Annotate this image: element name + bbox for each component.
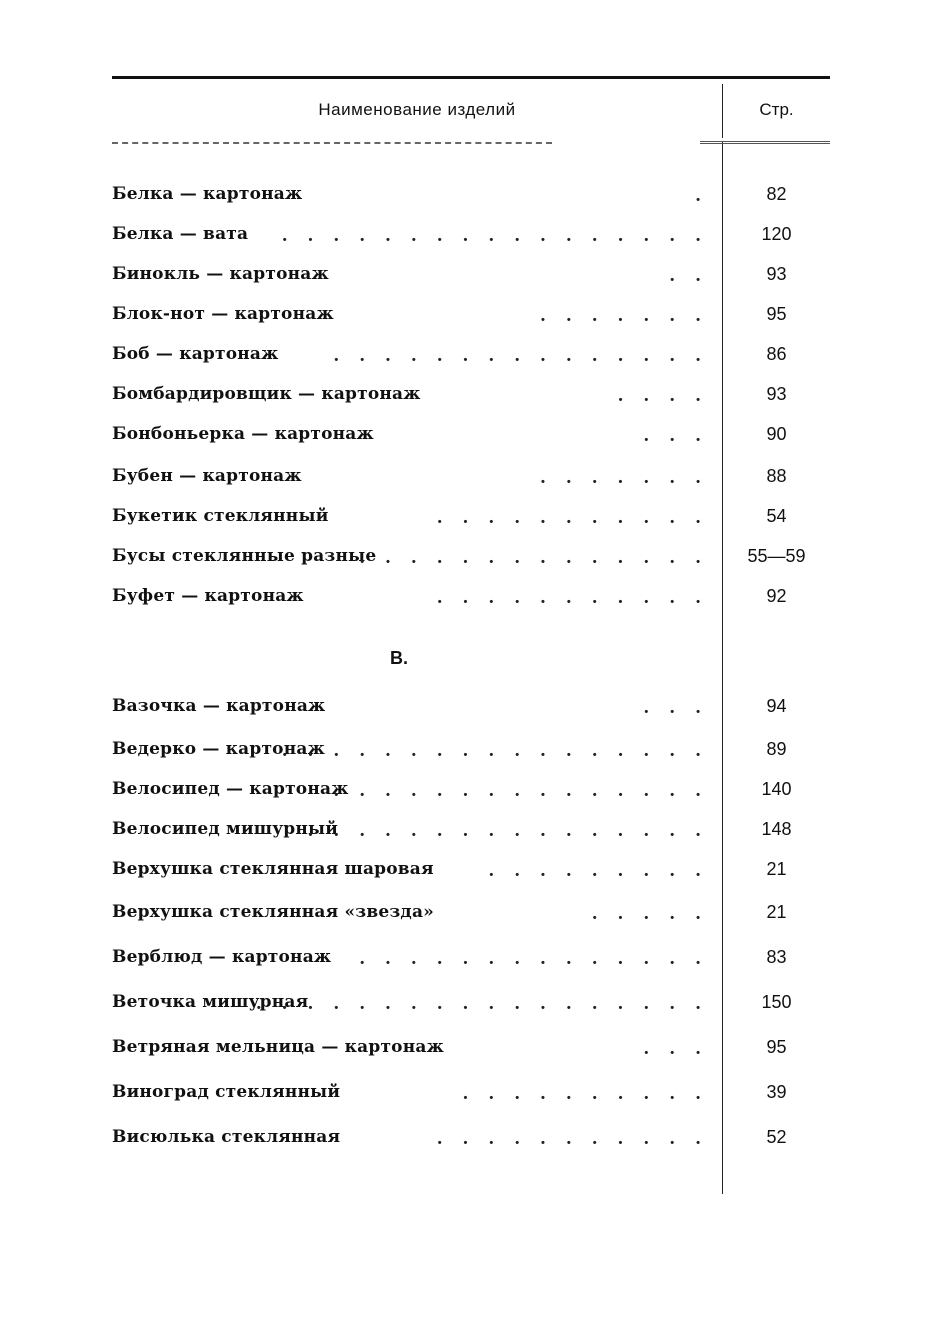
header-page-column: Стр. xyxy=(759,100,794,119)
entry-leader: . . . . . . . xyxy=(540,468,708,488)
index-entry xyxy=(112,384,830,410)
entry-page: 140 xyxy=(761,779,792,799)
entry-name: Бусы стеклянные разные xyxy=(112,546,377,566)
entry-page: 55—59 xyxy=(747,546,806,566)
entry-name: Висюлька стеклянная xyxy=(112,1127,341,1147)
index-entry xyxy=(112,902,830,928)
entry-page: 95 xyxy=(766,304,787,324)
entry-name: Бонбоньерка — картонаж xyxy=(112,424,374,444)
entry-name: Верхушка стеклянная шаровая xyxy=(112,859,434,879)
index-entry xyxy=(112,1037,830,1063)
entry-page: 83 xyxy=(766,947,787,967)
index-entry xyxy=(112,184,830,210)
entry-leader: . . . . . . . . . . . . . . xyxy=(359,548,708,568)
entry-leader: . . xyxy=(669,266,708,286)
entry-page: 90 xyxy=(766,424,787,444)
entry-name: Велосипед — картонаж xyxy=(112,779,349,799)
entry-leader: . . . . . . . . . . . . . . . xyxy=(333,346,708,366)
entry-leader: . . . . . . . xyxy=(540,306,708,326)
entry-name: Букетик стеклянный xyxy=(112,506,329,526)
entry-page: 93 xyxy=(766,264,787,284)
index-entry xyxy=(112,739,830,765)
entry-leader: . . . . . . . . . . . . . . . . . xyxy=(281,741,708,761)
entry-name: Буфет — картонаж xyxy=(112,586,304,606)
entry-page: 54 xyxy=(766,506,787,526)
index-entry xyxy=(112,819,830,845)
index-entry xyxy=(112,1127,830,1153)
entry-leader: . . . . xyxy=(617,386,708,406)
index-entry xyxy=(112,224,830,250)
entry-leader: . . . . . xyxy=(591,904,708,924)
entry-leader: . . . xyxy=(643,1039,708,1059)
entry-page: 148 xyxy=(761,819,792,839)
entry-name: Ведерко — картонаж xyxy=(112,739,325,759)
entry-page: 120 xyxy=(761,224,792,244)
entry-page: 39 xyxy=(766,1082,787,1102)
index-entry xyxy=(112,779,830,805)
entry-name: Белка — вата xyxy=(112,224,249,244)
entry-leader: . . . . . . . . . . . . . . xyxy=(359,949,708,969)
entry-page: 86 xyxy=(766,344,787,364)
entry-leader: . . . . . . . . . . . . . . . . . xyxy=(281,226,708,246)
entry-leader: . . . xyxy=(643,426,708,446)
entry-leader: . xyxy=(695,186,708,206)
entry-page: 89 xyxy=(766,739,787,759)
index-entry xyxy=(112,506,830,532)
index-entry xyxy=(112,992,830,1018)
index-entry xyxy=(112,586,830,612)
entry-page: 92 xyxy=(766,586,787,606)
entry-page: 82 xyxy=(766,184,787,204)
entry-leader: . . . . . . . . . . xyxy=(462,1084,708,1104)
section-letter: В. xyxy=(390,648,408,668)
entry-leader: . . . . . . . . . . . xyxy=(436,508,708,528)
index-entry xyxy=(112,304,830,330)
entry-name: Блок-нот — картонаж xyxy=(112,304,334,324)
entry-name: Бинокль — картонаж xyxy=(112,264,329,284)
index-entry xyxy=(112,344,830,370)
entry-page: 21 xyxy=(766,902,787,922)
entry-page: 94 xyxy=(766,696,787,716)
entry-name: Белка — картонаж xyxy=(112,184,303,204)
entry-leader: . . . . . . . . . . . . . . . . xyxy=(307,821,708,841)
entry-leader: . . . xyxy=(643,698,708,718)
entry-name: Веточка мишурная xyxy=(112,992,309,1012)
entry-name: Бомбардировщик — картонаж xyxy=(112,384,421,404)
index-entry xyxy=(112,424,830,450)
index-entry xyxy=(112,1082,830,1108)
entry-name: Верхушка стеклянная «звезда» xyxy=(112,902,434,922)
entry-leader: . . . . . . . . . . . . . . . xyxy=(333,781,708,801)
header-rule-left xyxy=(112,142,552,144)
entry-name: Бубен — картонаж xyxy=(112,466,302,486)
header-rule-right xyxy=(700,141,830,144)
index-entry xyxy=(112,947,830,973)
index-entry xyxy=(112,546,830,572)
entry-name: Боб — картонаж xyxy=(112,344,279,364)
entry-page: 95 xyxy=(766,1037,787,1057)
entry-leader: . . . . . . . . . xyxy=(488,861,708,881)
entry-page: 21 xyxy=(766,859,787,879)
index-entry xyxy=(112,264,830,290)
entry-name: Велосипед мишурный xyxy=(112,819,339,839)
index-entry xyxy=(112,466,830,492)
entry-name: Виноград стеклянный xyxy=(112,1082,341,1102)
entry-leader: . . . . . . . . . . . xyxy=(436,588,708,608)
entry-page: 150 xyxy=(761,992,792,1012)
entry-page: 93 xyxy=(766,384,787,404)
entry-page: 88 xyxy=(766,466,787,486)
entry-leader: . . . . . . . . . . . xyxy=(436,1129,708,1149)
entry-page: 52 xyxy=(766,1127,787,1147)
entry-leader: . . . . . . . . . . . . . . . . . . xyxy=(255,994,708,1014)
entry-name: Вазочка — картонаж xyxy=(112,696,326,716)
top-rule xyxy=(112,76,830,79)
header-name-column: Наименование изделий xyxy=(318,100,516,119)
index-entry xyxy=(112,859,830,885)
entry-name: Верблюд — картонаж xyxy=(112,947,332,967)
entry-name: Ветряная мельница — картонаж xyxy=(112,1037,444,1057)
index-entry xyxy=(112,696,830,722)
